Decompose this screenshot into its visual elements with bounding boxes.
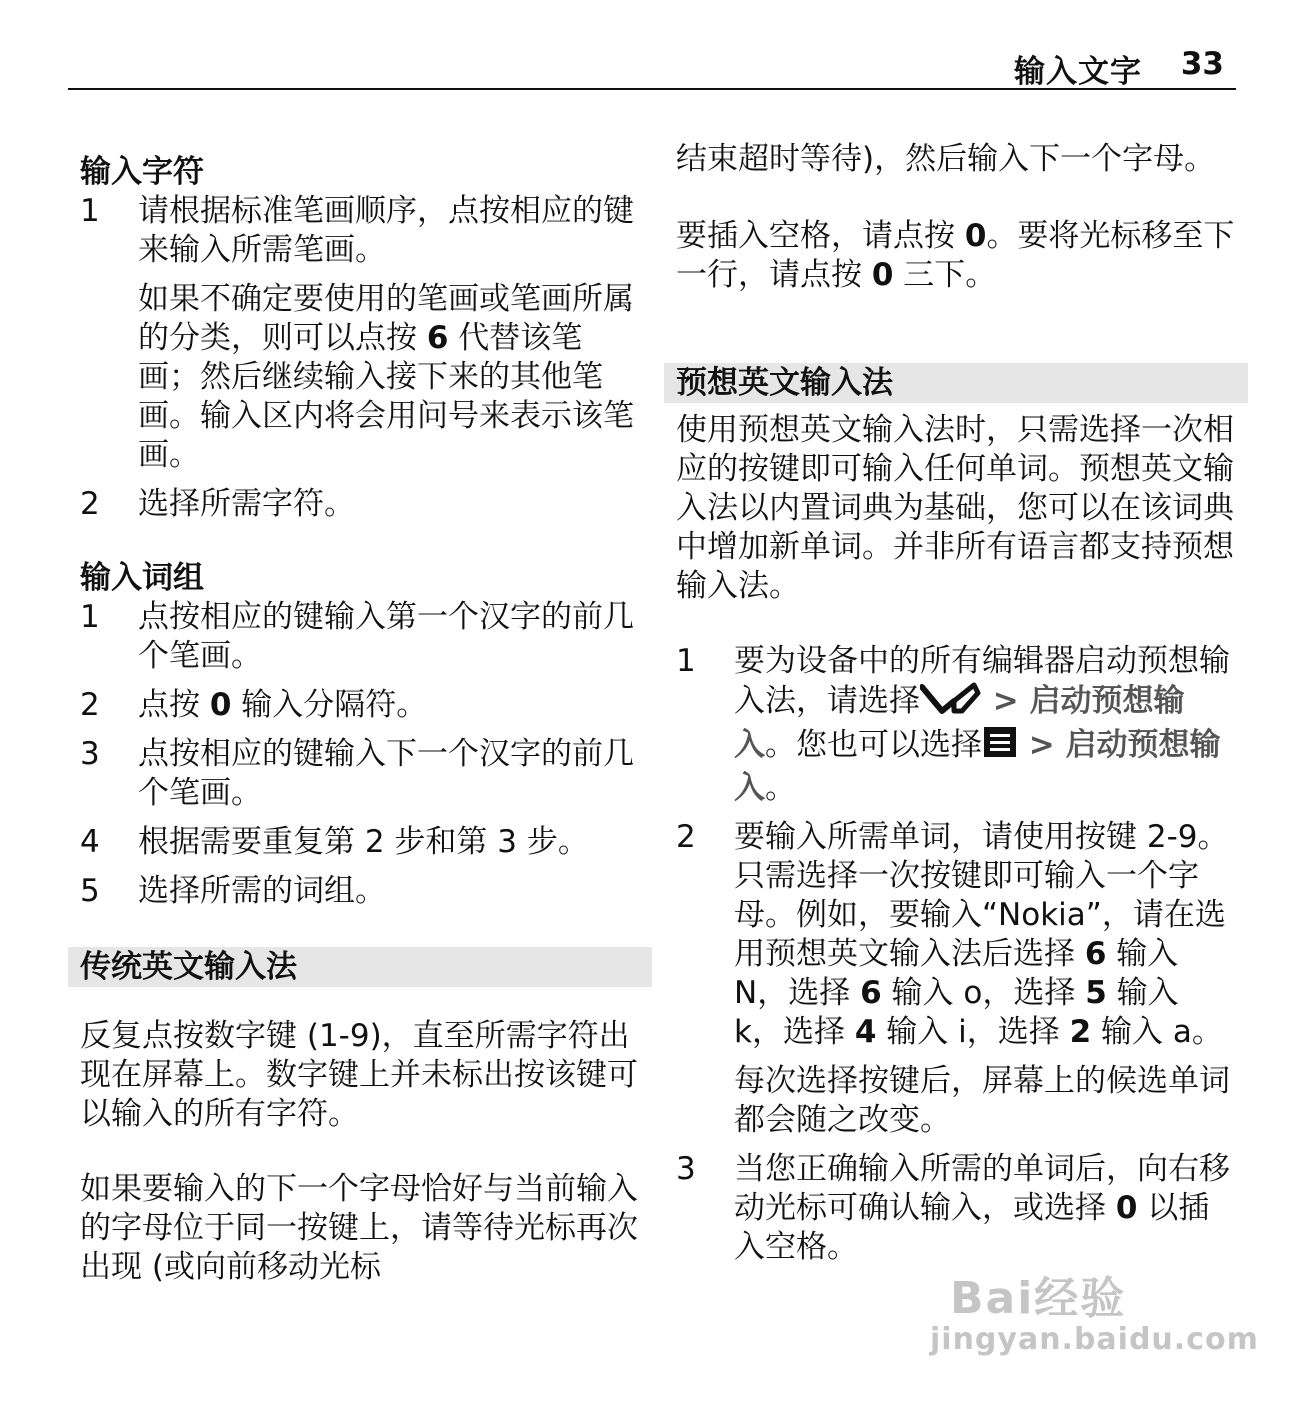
- list-item: [80, 192, 640, 270]
- step-number: 1: [80, 193, 100, 229]
- section-title-input-char: 输入字符: [80, 154, 204, 190]
- section-title-input-phrase: 输入词组: [80, 560, 204, 596]
- left-column: [80, 138, 640, 1287]
- list-item: 1 要为设备中的所有编辑器启动预想输入法，请选择 > 启动预想输入。您也可以选择 > 启动预想输入。: [676, 643, 1230, 806]
- step-text: 请根据标准笔画顺序，点按相应的键来输入所需笔画。: [138, 193, 634, 268]
- step-note: 如果不确定要使用的笔画或笔画所属的分类，则可以点按 6 代替该笔画；然后继续输入接下来的其他笔画。输入区内将会用问号来表示该笔画。: [138, 281, 634, 473]
- step-text: 选择所需字符。: [138, 486, 355, 522]
- list-item-note: [80, 280, 640, 475]
- paragraph: 反复点按数字键 (1-9)，直至所需字符出现在屏幕上。数字键上并未标出按该键可以输入的所有字符。: [80, 1018, 638, 1132]
- enable-predictive-link[interactable]: 启动预想输入: [734, 683, 1185, 763]
- list-item: 1 点按相应的键输入第一个汉字的前几个笔画。: [80, 599, 634, 674]
- enable-predictive-link-2[interactable]: 启动预想输入: [734, 727, 1221, 806]
- section-title-predictive-english: 预想英文输入法: [664, 363, 1248, 403]
- watermark-url: jingyan.baidu.com: [930, 1322, 1259, 1357]
- page-header: [68, 44, 1236, 90]
- menu-icon[interactable]: [982, 725, 1018, 769]
- list-item-note: 每次选择按键后，屏幕上的候选单词都会随之改变。: [734, 1063, 1230, 1138]
- list-item: [80, 485, 640, 524]
- paragraph: 使用预想英文输入法时，只需选择一次相应的按键即可输入任何单词。预想英文输入法以内置词典为基础，您可以在该词典中增加新单词。并非所有语言都支持预想输入法。: [676, 412, 1234, 604]
- pen-icon[interactable]: [920, 681, 982, 725]
- section-title-traditional-english: 传统英文输入法: [68, 947, 652, 987]
- list-item: 2 点按 0 输入分隔符。: [80, 687, 428, 723]
- list-item: 5 选择所需的词组。: [80, 873, 386, 909]
- watermark-logo: Bai经验: [950, 1273, 1127, 1324]
- page-number: 33: [1180, 46, 1224, 82]
- list-item: 3 当您正确输入所需的单词后，向右移动光标可确认输入，或选择 0 以插入空格。: [676, 1151, 1230, 1265]
- watermark: [930, 1262, 1259, 1362]
- right-column: [676, 140, 1236, 1267]
- chapter-title: 输入文字: [1014, 54, 1142, 90]
- list-item: 2 要输入所需单词，请使用按键 2-9。只需选择一次按键即可输入一个字母。例如，要输入“Nokia”，请在选用预想英文输入法后选择 6 输入 N，选择 6 输入 o，选择 5 输入 k，选择 4 输入 i，选择 2 输入 a。: [676, 819, 1229, 1050]
- list-item: 4 根据需要重复第 2 步和第 3 步。: [80, 824, 589, 860]
- paragraph-continued: 结束超时等待)，然后输入下一个字母。: [676, 141, 1216, 177]
- step-number: 2: [80, 486, 100, 522]
- paragraph-space: 要插入空格，请点按 0。要将光标移至下一行，请点按 0 三下。: [676, 218, 1235, 293]
- list-item: 3 点按相应的键输入下一个汉字的前几个笔画。: [80, 736, 634, 811]
- paragraph: 如果要输入的下一个字母恰好与当前输入的字母位于同一按键上，请等待光标再次出现 (或向前移动光标: [80, 1171, 638, 1285]
